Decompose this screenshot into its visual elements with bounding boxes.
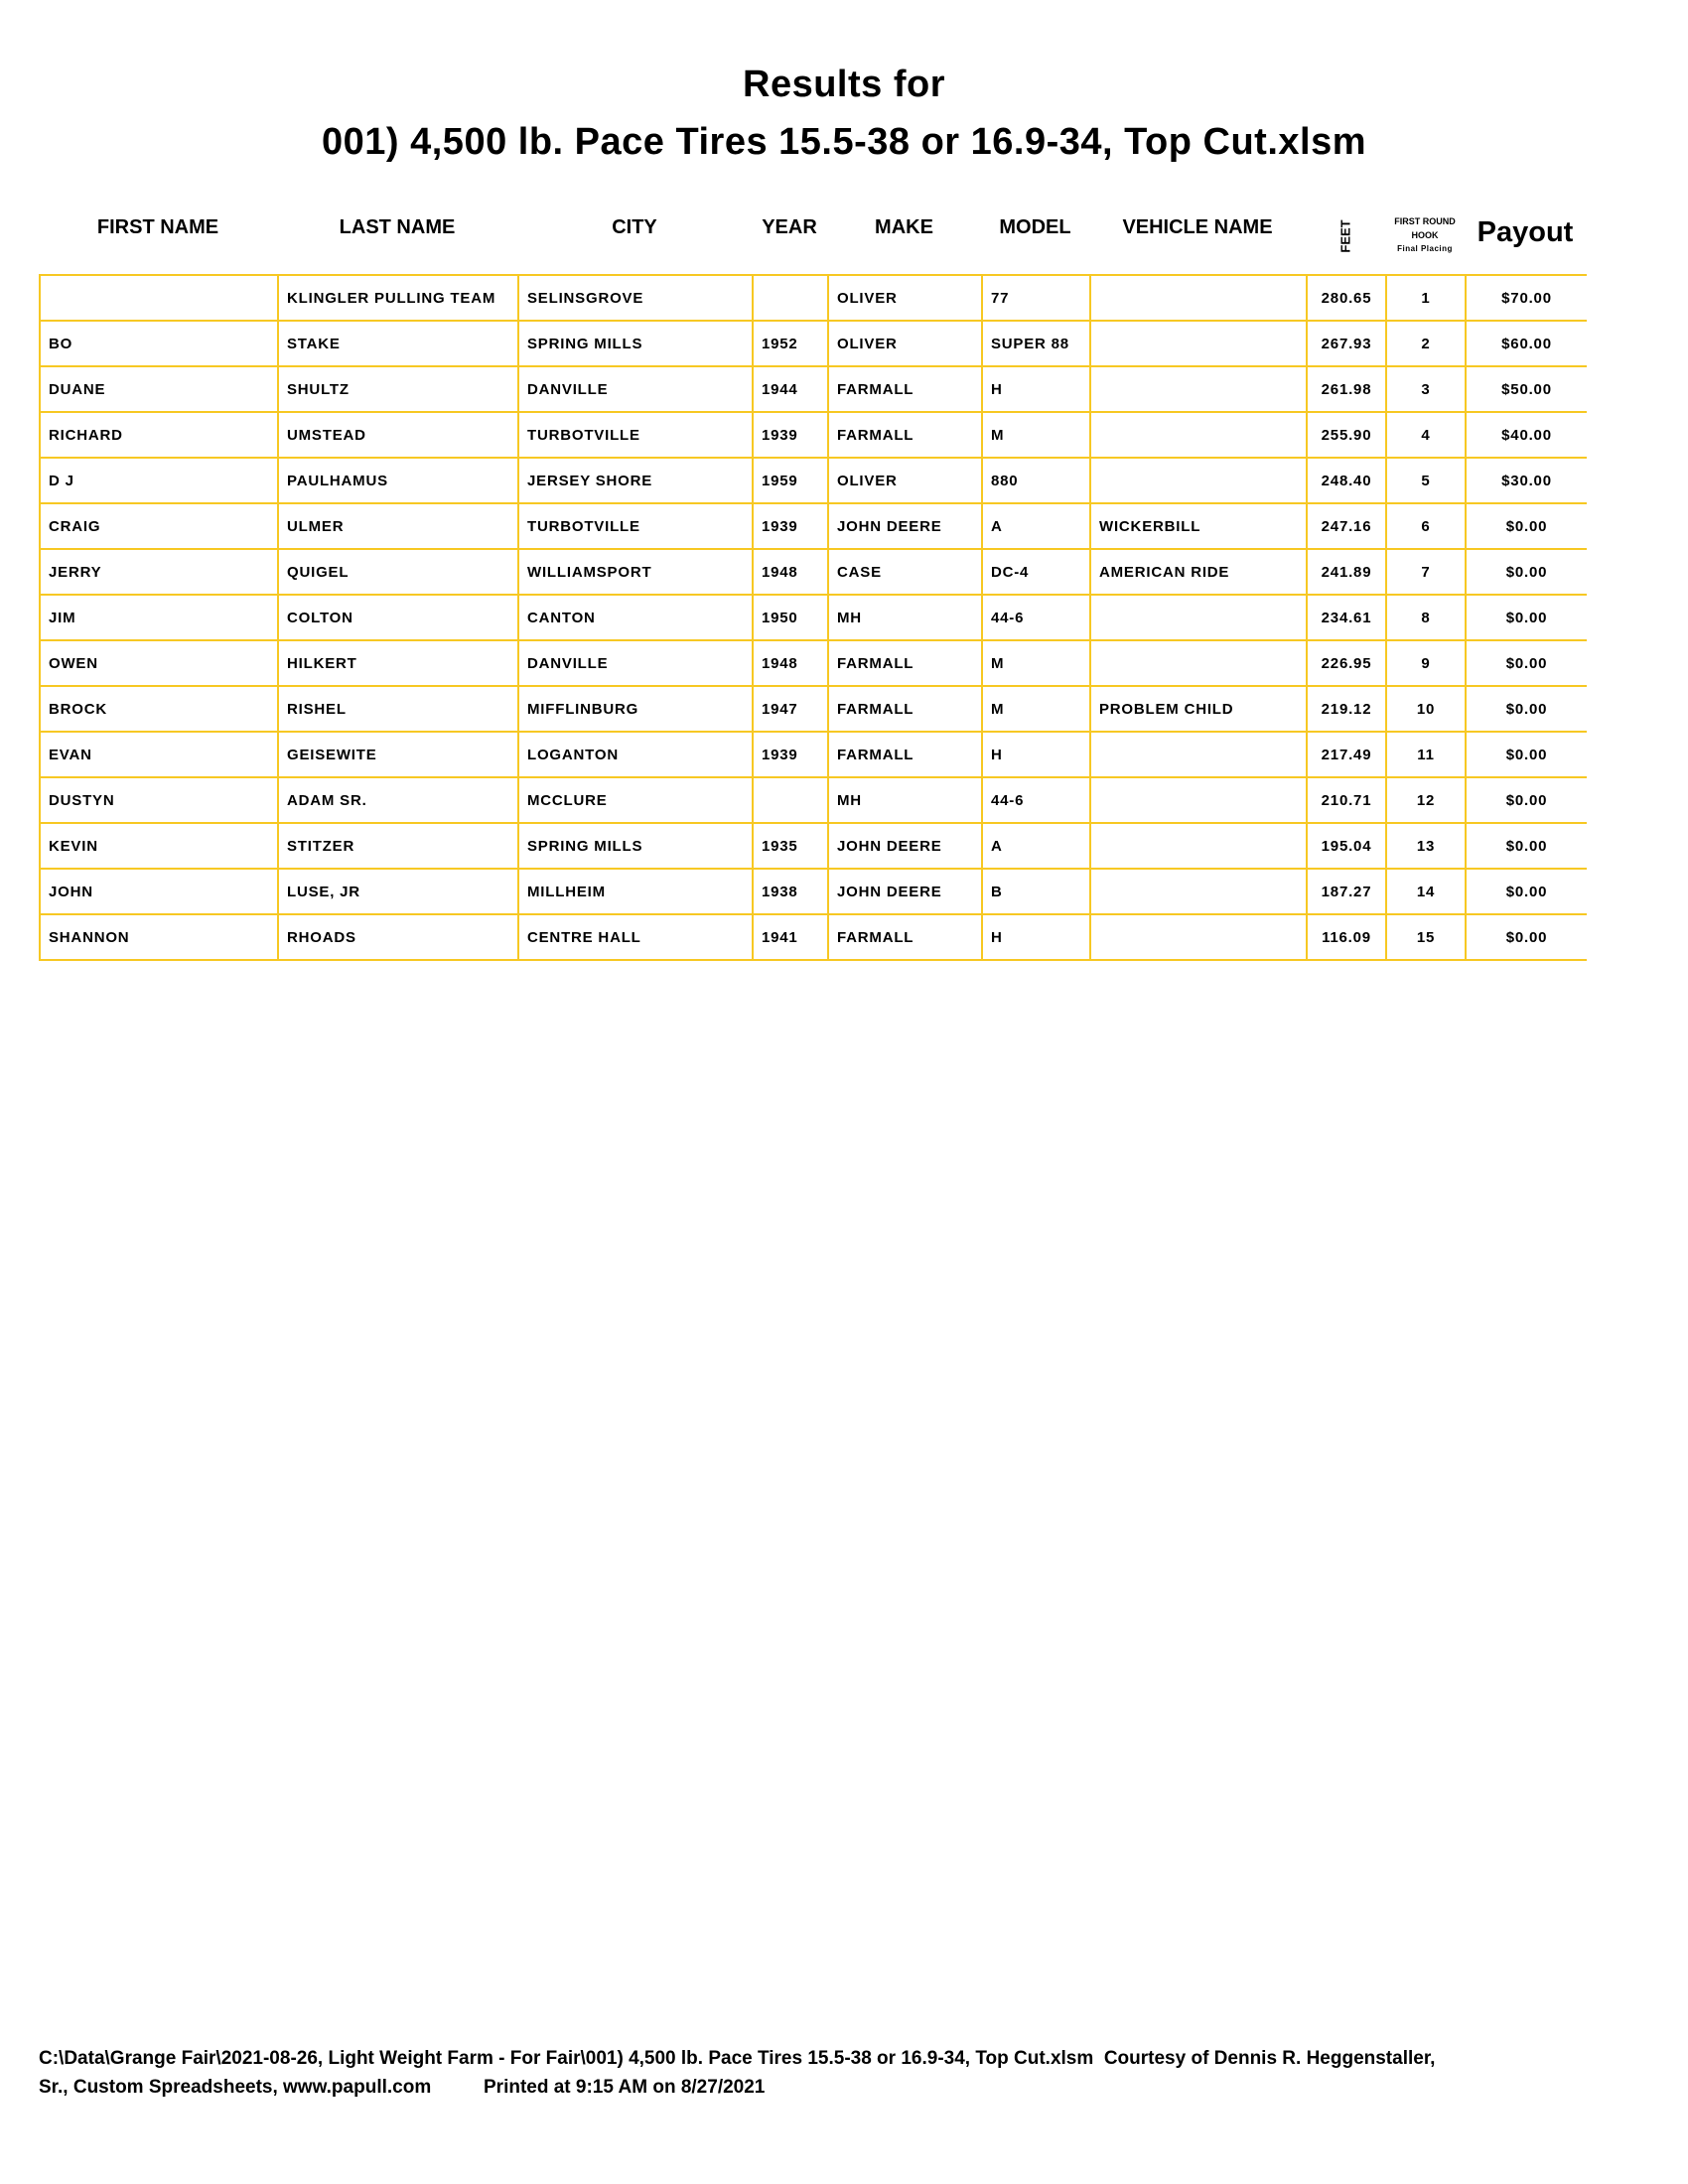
cell-first-name: JIM xyxy=(40,595,278,640)
cell-make: FARMALL xyxy=(828,640,982,686)
cell-first-name: JOHN xyxy=(40,869,278,914)
table-row xyxy=(40,732,1587,777)
cell-city: SELINSGROVE xyxy=(518,275,753,321)
cell-last-name: KLINGLER PULLING TEAM xyxy=(278,275,518,321)
cell-first-name: RICHARD xyxy=(40,412,278,458)
cell-model: H xyxy=(982,914,1090,960)
cell-year: 1952 xyxy=(753,321,828,366)
cell-city: CENTRE HALL xyxy=(518,914,753,960)
cell-first-name: KEVIN xyxy=(40,823,278,869)
cell-city: WILLIAMSPORT xyxy=(518,549,753,595)
cell-feet: 217.49 xyxy=(1307,732,1386,777)
cell-city: DANVILLE xyxy=(518,640,753,686)
cell-last-name: STAKE xyxy=(278,321,518,366)
cell-first-name: OWEN xyxy=(40,640,278,686)
cell-model: H xyxy=(982,366,1090,412)
cell-model: 44-6 xyxy=(982,595,1090,640)
page-title: Results for xyxy=(743,64,945,105)
cell-make: FARMALL xyxy=(828,732,982,777)
cell-placing: 13 xyxy=(1386,823,1466,869)
table-row xyxy=(40,777,1587,823)
cell-first-name: EVAN xyxy=(40,732,278,777)
cell-model: SUPER 88 xyxy=(982,321,1090,366)
cell-placing: 15 xyxy=(1386,914,1466,960)
cell-placing: 9 xyxy=(1386,640,1466,686)
cell-placing: 5 xyxy=(1386,458,1466,503)
cell-feet: 241.89 xyxy=(1307,549,1386,595)
cell-year: 1947 xyxy=(753,686,828,732)
cell-placing: 6 xyxy=(1386,503,1466,549)
results-table xyxy=(39,274,1587,961)
cell-year: 1950 xyxy=(753,595,828,640)
cell-placing: 11 xyxy=(1386,732,1466,777)
cell-payout: $0.00 xyxy=(1466,732,1587,777)
header-vehicle-name: VEHICLE NAME xyxy=(1122,216,1273,238)
cell-placing: 3 xyxy=(1386,366,1466,412)
cell-first-name xyxy=(40,275,278,321)
cell-city: MCCLURE xyxy=(518,777,753,823)
cell-vehicle-name xyxy=(1090,275,1307,321)
cell-placing: 8 xyxy=(1386,595,1466,640)
cell-year: 1948 xyxy=(753,549,828,595)
cell-payout: $0.00 xyxy=(1466,549,1587,595)
cell-feet: 247.16 xyxy=(1307,503,1386,549)
table-row xyxy=(40,366,1587,412)
cell-year: 1939 xyxy=(753,412,828,458)
cell-first-name: D J xyxy=(40,458,278,503)
cell-last-name: GEISEWITE xyxy=(278,732,518,777)
cell-make: OLIVER xyxy=(828,275,982,321)
cell-feet: 116.09 xyxy=(1307,914,1386,960)
cell-model: H xyxy=(982,732,1090,777)
table-row xyxy=(40,458,1587,503)
cell-feet: 195.04 xyxy=(1307,823,1386,869)
header-first-name: FIRST NAME xyxy=(96,216,219,238)
cell-first-name: SHANNON xyxy=(40,914,278,960)
header-city: CITY xyxy=(612,216,657,238)
cell-last-name: COLTON xyxy=(278,595,518,640)
page-subtitle: 001) 4,500 lb. Pace Tires 15.5-38 or 16.9-34, Top Cut.xlsm xyxy=(322,121,1366,163)
cell-model: M xyxy=(982,412,1090,458)
cell-make: JOHN DEERE xyxy=(828,869,982,914)
cell-vehicle-name xyxy=(1090,458,1307,503)
cell-model: 44-6 xyxy=(982,777,1090,823)
cell-payout: $0.00 xyxy=(1466,686,1587,732)
cell-model: B xyxy=(982,869,1090,914)
cell-feet: 187.27 xyxy=(1307,869,1386,914)
cell-model: A xyxy=(982,503,1090,549)
table-row xyxy=(40,914,1587,960)
cell-make: FARMALL xyxy=(828,366,982,412)
cell-city: JERSEY SHORE xyxy=(518,458,753,503)
cell-vehicle-name xyxy=(1090,640,1307,686)
cell-year: 1948 xyxy=(753,640,828,686)
cell-make: JOHN DEERE xyxy=(828,823,982,869)
cell-vehicle-name xyxy=(1090,777,1307,823)
cell-year: 1935 xyxy=(753,823,828,869)
cell-placing: 2 xyxy=(1386,321,1466,366)
cell-last-name: STITZER xyxy=(278,823,518,869)
cell-last-name: RISHEL xyxy=(278,686,518,732)
cell-placing: 14 xyxy=(1386,869,1466,914)
table-row xyxy=(40,869,1587,914)
cell-feet: 248.40 xyxy=(1307,458,1386,503)
header-hook-line1: FIRST ROUND xyxy=(1394,216,1456,226)
cell-model: 880 xyxy=(982,458,1090,503)
cell-year: 1939 xyxy=(753,503,828,549)
cell-city: TURBOTVILLE xyxy=(518,503,753,549)
table-row xyxy=(40,640,1587,686)
cell-year: 1938 xyxy=(753,869,828,914)
table-row xyxy=(40,595,1587,640)
cell-first-name: JERRY xyxy=(40,549,278,595)
cell-last-name: ULMER xyxy=(278,503,518,549)
cell-city: LOGANTON xyxy=(518,732,753,777)
cell-model: A xyxy=(982,823,1090,869)
cell-year: 1959 xyxy=(753,458,828,503)
cell-make: FARMALL xyxy=(828,412,982,458)
cell-feet: 219.12 xyxy=(1307,686,1386,732)
header-payout: Payout xyxy=(1477,216,1574,248)
cell-last-name: UMSTEAD xyxy=(278,412,518,458)
table-row xyxy=(40,412,1587,458)
cell-vehicle-name xyxy=(1090,869,1307,914)
cell-vehicle-name: WICKERBILL xyxy=(1090,503,1307,549)
cell-vehicle-name xyxy=(1090,595,1307,640)
cell-year: 1939 xyxy=(753,732,828,777)
cell-model: M xyxy=(982,686,1090,732)
cell-make: OLIVER xyxy=(828,321,982,366)
cell-city: SPRING MILLS xyxy=(518,823,753,869)
cell-make: FARMALL xyxy=(828,914,982,960)
footer-printed: Sr., Custom Spreadsheets, www.papull.com Printed at 9:15 AM on 8/27/2021 xyxy=(39,2077,766,2098)
cell-make: JOHN DEERE xyxy=(828,503,982,549)
cell-feet: 210.71 xyxy=(1307,777,1386,823)
cell-placing: 1 xyxy=(1386,275,1466,321)
cell-vehicle-name: PROBLEM CHILD xyxy=(1090,686,1307,732)
cell-last-name: QUIGEL xyxy=(278,549,518,595)
header-model: MODEL xyxy=(999,216,1071,238)
cell-payout: $70.00 xyxy=(1466,275,1587,321)
header-feet-label: FEET xyxy=(1337,219,1353,253)
cell-year xyxy=(753,275,828,321)
cell-feet: 261.98 xyxy=(1307,366,1386,412)
cell-city: CANTON xyxy=(518,595,753,640)
cell-feet: 280.65 xyxy=(1307,275,1386,321)
cell-make: MH xyxy=(828,777,982,823)
cell-model: 77 xyxy=(982,275,1090,321)
footer-path: C:\Data\Grange Fair\2021-08-26, Light Weight Farm - For Fair\001) 4,500 lb. Pace Tires 15.5-38 or 16.9-34, Top Cut.xlsm Courtesy of Dennis R. Heggenstaller, xyxy=(39,2048,1436,2069)
cell-placing: 4 xyxy=(1386,412,1466,458)
cell-payout: $0.00 xyxy=(1466,869,1587,914)
cell-vehicle-name xyxy=(1090,914,1307,960)
cell-last-name: ADAM SR. xyxy=(278,777,518,823)
cell-payout: $60.00 xyxy=(1466,321,1587,366)
cell-first-name: DUANE xyxy=(40,366,278,412)
table-row xyxy=(40,823,1587,869)
cell-make: MH xyxy=(828,595,982,640)
cell-payout: $0.00 xyxy=(1466,823,1587,869)
cell-make: FARMALL xyxy=(828,686,982,732)
cell-last-name: SHULTZ xyxy=(278,366,518,412)
cell-last-name: HILKERT xyxy=(278,640,518,686)
cell-payout: $0.00 xyxy=(1466,914,1587,960)
table-row xyxy=(40,321,1587,366)
cell-vehicle-name: AMERICAN RIDE xyxy=(1090,549,1307,595)
cell-year: 1941 xyxy=(753,914,828,960)
cell-payout: $0.00 xyxy=(1466,503,1587,549)
cell-vehicle-name xyxy=(1090,412,1307,458)
header-feet xyxy=(1331,216,1360,256)
cell-vehicle-name xyxy=(1090,321,1307,366)
cell-year: 1944 xyxy=(753,366,828,412)
cell-first-name: DUSTYN xyxy=(40,777,278,823)
cell-city: MIFFLINBURG xyxy=(518,686,753,732)
header-hook-line2: HOOK xyxy=(1411,230,1439,240)
cell-first-name: BROCK xyxy=(40,686,278,732)
cell-payout: $0.00 xyxy=(1466,595,1587,640)
header-hook-line3: Final Placing xyxy=(1397,244,1453,253)
cell-payout: $0.00 xyxy=(1466,640,1587,686)
cell-placing: 12 xyxy=(1386,777,1466,823)
cell-vehicle-name xyxy=(1090,732,1307,777)
header-hook xyxy=(1385,214,1465,256)
cell-last-name: LUSE, JR xyxy=(278,869,518,914)
cell-city: TURBOTVILLE xyxy=(518,412,753,458)
cell-feet: 226.95 xyxy=(1307,640,1386,686)
cell-first-name: BO xyxy=(40,321,278,366)
cell-vehicle-name xyxy=(1090,823,1307,869)
cell-payout: $0.00 xyxy=(1466,777,1587,823)
cell-city: MILLHEIM xyxy=(518,869,753,914)
cell-last-name: RHOADS xyxy=(278,914,518,960)
cell-payout: $30.00 xyxy=(1466,458,1587,503)
cell-payout: $50.00 xyxy=(1466,366,1587,412)
table-row xyxy=(40,686,1587,732)
cell-model: DC-4 xyxy=(982,549,1090,595)
cell-feet: 234.61 xyxy=(1307,595,1386,640)
table-row xyxy=(40,275,1587,321)
cell-last-name: PAULHAMUS xyxy=(278,458,518,503)
cell-feet: 255.90 xyxy=(1307,412,1386,458)
header-year: YEAR xyxy=(762,216,817,238)
cell-feet: 267.93 xyxy=(1307,321,1386,366)
cell-first-name: CRAIG xyxy=(40,503,278,549)
cell-placing: 10 xyxy=(1386,686,1466,732)
header-make: MAKE xyxy=(875,216,933,238)
cell-city: SPRING MILLS xyxy=(518,321,753,366)
table-row xyxy=(40,503,1587,549)
table-row xyxy=(40,549,1587,595)
cell-year xyxy=(753,777,828,823)
header-last-name: LAST NAME xyxy=(339,216,456,238)
cell-make: OLIVER xyxy=(828,458,982,503)
cell-model: M xyxy=(982,640,1090,686)
cell-payout: $40.00 xyxy=(1466,412,1587,458)
cell-make: CASE xyxy=(828,549,982,595)
cell-placing: 7 xyxy=(1386,549,1466,595)
cell-city: DANVILLE xyxy=(518,366,753,412)
cell-vehicle-name xyxy=(1090,366,1307,412)
